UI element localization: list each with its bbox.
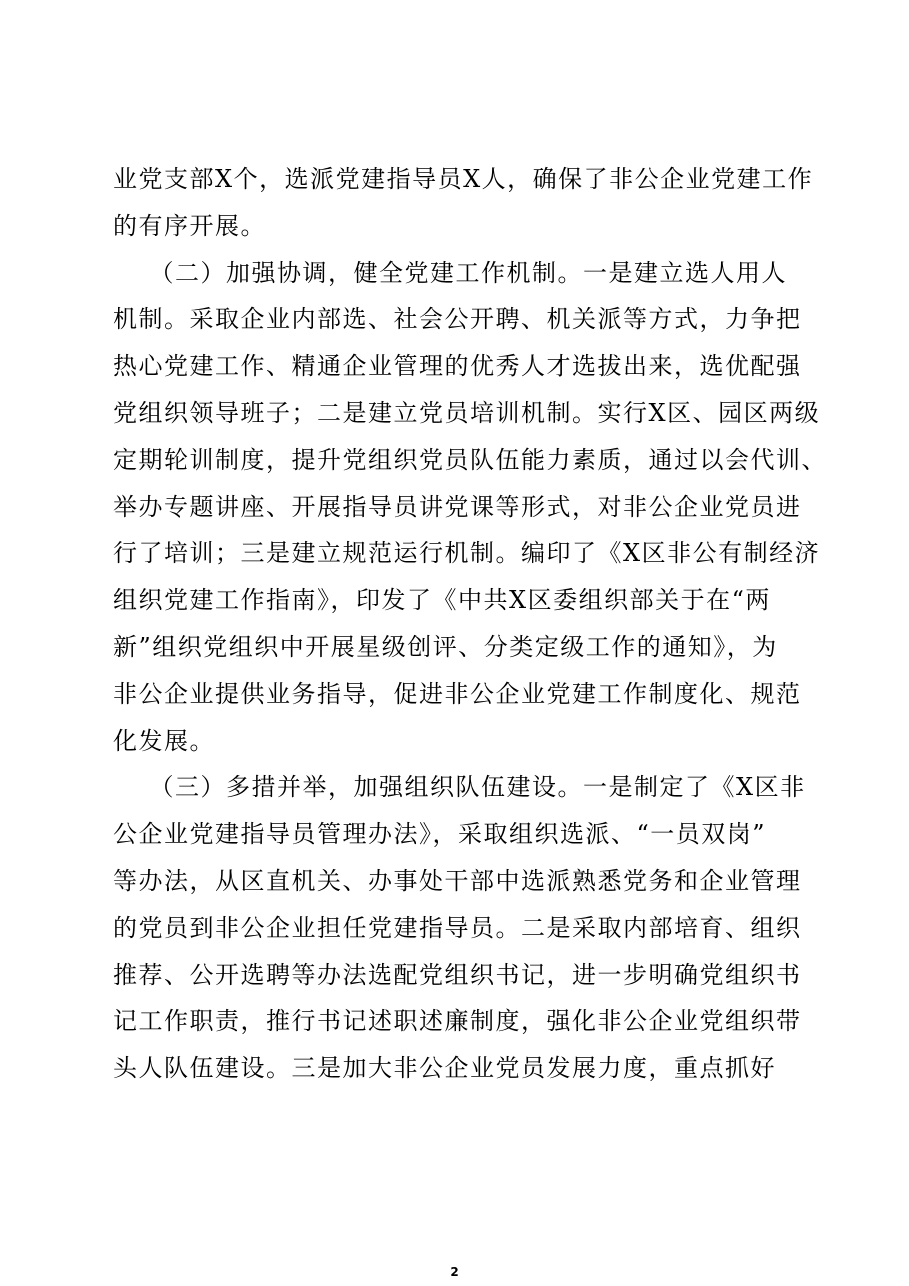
- text-line: 举办专题讲座、开展指导员讲党课等形式，对非公企业党员进: [113, 493, 802, 521]
- text-line: 公企业党建指导员管理办法》，采取组织选派、“一员双岗”: [113, 820, 767, 848]
- text-line: 化发展。: [113, 727, 215, 755]
- text-line: 等办法，从区直机关、办事处干部中选派熟悉党务和企业管理: [113, 867, 802, 895]
- text-line: 定期轮训制度，提升党组织党员队伍能力素质，通过以会代训、: [113, 446, 827, 474]
- page-number: 2: [450, 1265, 459, 1279]
- text-line: 推荐、公开选聘等办法选配党组织书记，进一步明确党组织书: [113, 961, 802, 989]
- text-line: （三）多措并举，加强组织队伍建设。一是制定了《X区非: [113, 773, 806, 801]
- text-line: 党组织领导班子；二是建立党员培训机制。实行X区、园区两级: [113, 399, 821, 427]
- text-line: 行了培训；三是建立规范运行机制。编印了《X区非公有制经济: [113, 539, 821, 567]
- text-line: 头人队伍建设。三是加大非公企业党员发展力度，重点抓好: [113, 1054, 776, 1082]
- text-line: 机制。采取企业内部选、社会公开聘、机关派等方式，力争把: [113, 305, 802, 333]
- text-line: 组织党建工作指南》，印发了《中共X区委组织部关于在“两: [113, 586, 771, 614]
- text-line: （二）加强协调，健全党建工作机制。一是建立选人用人: [113, 259, 788, 287]
- text-line: 记工作职责，推行书记述职述廉制度，强化非公企业党组织带: [113, 1007, 802, 1035]
- text-line: 非公企业提供业务指导，促进非公企业党建工作制度化、规范: [113, 680, 802, 708]
- text-line: 热心党建工作、精通企业管理的优秀人才选拔出来，选优配强: [113, 352, 802, 380]
- text-line: 的党员到非公企业担任党建指导员。二是采取内部培育、组织: [113, 914, 802, 942]
- text-line: 新”组织党组织中开展星级创评、分类定级工作的通知》，为: [113, 633, 778, 661]
- text-line: 业党支部X个，选派党建指导员X人，确保了非公企业党建工作: [113, 165, 814, 193]
- text-line: 的有序开展。: [113, 212, 266, 240]
